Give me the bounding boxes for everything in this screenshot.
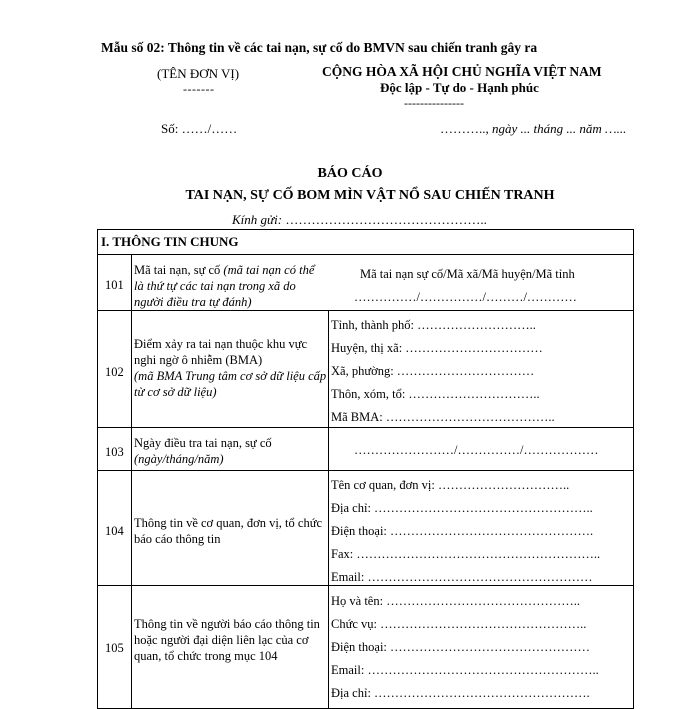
agency-phone-field[interactable]: Điện thoại: …………………………………………. — [331, 524, 594, 538]
agency-fax-field[interactable]: Fax: ………………………………………………….. — [331, 547, 601, 561]
row-label — [134, 262, 326, 310]
row-label-note: (mã BMA Trung tâm cơ sở dữ liệu cấp từ cơ sở dữ liệu) — [134, 369, 327, 399]
bma-code-field[interactable]: Mã BMA: ………………………………….. — [331, 410, 555, 424]
agency-email-field[interactable]: Email: ……………………………………………… — [331, 570, 593, 584]
row-divider — [98, 310, 633, 311]
info-table — [97, 229, 634, 709]
dateline-date: ngày ... tháng ... năm …... — [492, 121, 627, 136]
agency-name-field[interactable]: Tên cơ quan, đơn vị: ………………………….. — [331, 478, 570, 492]
survey-date-field[interactable]: ……………………/……………/……………… — [354, 443, 599, 457]
motto-divider: --------------- — [404, 96, 464, 110]
report-title: BÁO CÁO — [317, 166, 383, 181]
row-label-text: Điểm xảy ra tai nạn thuộc khu vực nghi ngờ ô nhiễm (BMA) — [134, 337, 308, 367]
row-divider — [98, 470, 633, 471]
row-label: Thông tin về người báo cáo thông tin hoặc người đại diện liên lạc của cơ quan, tổ chức trong mục 104 — [134, 617, 320, 663]
hamlet-field[interactable]: Thôn, xóm, tổ: ………………………….. — [331, 387, 540, 401]
dateline — [440, 121, 626, 137]
row-label: Thông tin về cơ quan, đơn vị, tổ chức báo cáo thông tin — [134, 516, 323, 546]
row-divider — [98, 427, 633, 428]
row-label-note: (ngày/tháng/năm) — [134, 452, 224, 466]
row-divider — [98, 254, 633, 255]
row-label-text: Ngày điều tra tai nạn, sự cố — [134, 436, 272, 450]
ward-field[interactable]: Xã, phường: …………………………… — [331, 364, 535, 378]
reporter-email-field[interactable]: Email: ……………………………………………….. — [331, 663, 599, 677]
row-label-note: (mã tai nạn có thể là thứ tự các tai nạn trong xã do người điều tra tự đánh) — [134, 263, 315, 309]
section-heading: I. THÔNG TIN CHUNG — [101, 234, 239, 249]
row-label — [134, 336, 328, 400]
row-label-text: Mã tai nạn, sự cố — [134, 263, 224, 277]
national-title: CỘNG HÒA XÃ HỘI CHỦ NGHĨA VIỆT NAM — [322, 64, 602, 79]
code-input[interactable]: ……………/……………/………/………… — [354, 290, 577, 304]
col-divider — [328, 310, 329, 708]
dateline-place: ……….., — [440, 121, 492, 136]
reporter-phone-field[interactable]: Điện thoại: ………………………………………… — [331, 640, 591, 654]
recipient-dots: ……………………………………….. — [282, 212, 487, 227]
org-divider: ------- — [183, 82, 215, 96]
org-name: (TÊN ĐƠN VỊ) — [157, 66, 240, 81]
form-title: Mẫu số 02: Thông tin về các tai nạn, sự cố do BMVN sau chiến tranh gây ra — [101, 40, 538, 55]
recipient-line — [232, 212, 487, 228]
document-number: Số: ……/…… — [161, 121, 238, 136]
reporter-position-field[interactable]: Chức vụ: ………………………………………….. — [331, 617, 587, 631]
reporter-address-field[interactable]: Địa chỉ: ……………………………………………. — [331, 686, 590, 700]
district-field[interactable]: Huyện, thị xã: …………………………… — [331, 341, 543, 355]
row-number: 101 — [105, 278, 124, 292]
row-label — [134, 435, 326, 467]
row-divider — [98, 585, 633, 586]
code-format: Mã tai nạn sự cố/Mã xã/Mã huyện/Mã tỉnh — [360, 267, 575, 281]
row-number: 105 — [105, 641, 124, 655]
agency-address-field[interactable]: Địa chỉ: …………………………………………….. — [331, 501, 593, 515]
row-number: 104 — [105, 524, 124, 538]
reporter-name-field[interactable]: Họ và tên: ……………………………………….. — [331, 594, 580, 608]
province-field[interactable]: Tỉnh, thành phố: ……………………….. — [331, 318, 536, 332]
report-subtitle: TAI NẠN, SỰ CỐ BOM MÌN VẬT NỔ SAU CHIẾN TRANH — [185, 188, 555, 203]
recipient-label: Kính gửi: — [232, 212, 283, 227]
row-number: 103 — [105, 445, 124, 459]
col-divider — [131, 254, 132, 708]
row-number: 102 — [105, 365, 124, 379]
national-motto: Độc lập - Tự do - Hạnh phúc — [380, 80, 539, 95]
